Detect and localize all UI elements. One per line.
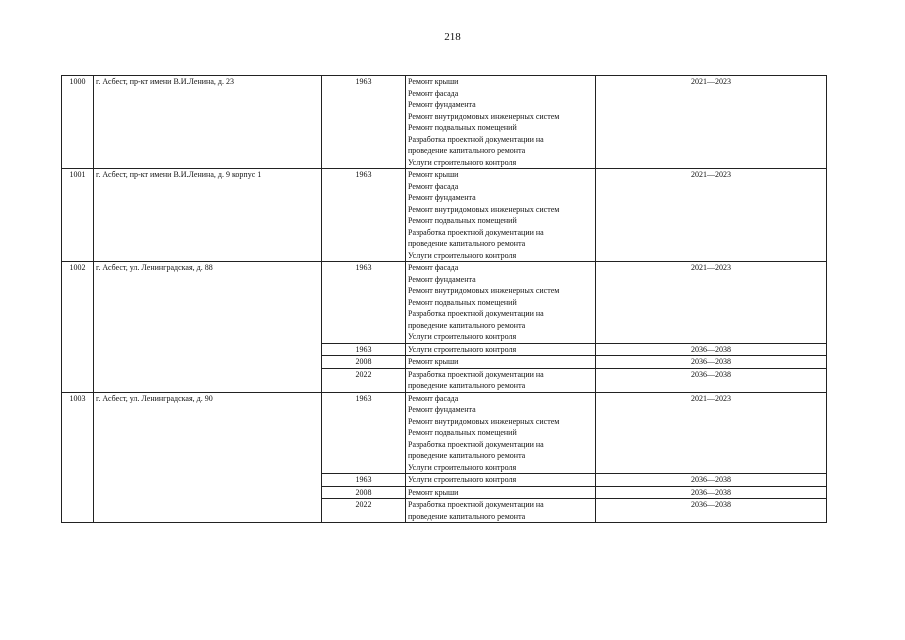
record-number-cell: 1002 bbox=[62, 262, 94, 393]
work-type-item: Ремонт фундамента bbox=[408, 405, 476, 414]
period-cell: 2021—2023 bbox=[596, 76, 827, 169]
work-type-item: Ремонт фундамента bbox=[408, 100, 476, 109]
work-types-cell bbox=[406, 499, 596, 523]
record-number-cell: 1003 bbox=[62, 392, 94, 523]
work-type-item: Ремонт фасада bbox=[408, 393, 459, 403]
work-type-item: Разработка проектной документации на bbox=[408, 500, 544, 509]
year-cell: 1963 bbox=[322, 262, 406, 344]
period-cell: 2021—2023 bbox=[596, 262, 827, 344]
table-row bbox=[62, 76, 827, 169]
work-type-item: проведение капитального ремонта bbox=[408, 320, 526, 330]
period-cell: 2036—2038 bbox=[596, 368, 827, 392]
work-type-item: Ремонт внутридомовых инженерных систем bbox=[408, 111, 560, 121]
address-cell: г. Асбест, ул. Ленинградская, д. 90 bbox=[94, 392, 322, 523]
work-type-item: Разработка проектной документации на bbox=[408, 439, 544, 449]
work-type-item: Разработка проектной документации на bbox=[408, 134, 544, 144]
repair-schedule-table bbox=[61, 75, 827, 523]
period-cell: 2036—2038 bbox=[596, 486, 827, 499]
year-cell: 2008 bbox=[322, 486, 406, 499]
work-types-cell bbox=[406, 262, 596, 344]
period-cell: 2036—2038 bbox=[596, 474, 827, 487]
work-type-item: Ремонт крыши bbox=[408, 77, 459, 86]
address-cell: г. Асбест, ул. Ленинградская, д. 88 bbox=[94, 262, 322, 393]
record-number-cell: 1000 bbox=[62, 76, 94, 169]
work-type-item: Услуги строительного контроля bbox=[408, 332, 517, 341]
work-type-item: Услуги строительного контроля bbox=[408, 344, 517, 354]
work-type-item: Разработка проектной документации на bbox=[408, 369, 544, 379]
work-types-cell bbox=[406, 486, 596, 499]
work-type-item: Услуги строительного контроля bbox=[408, 475, 517, 484]
year-cell: 2008 bbox=[322, 356, 406, 369]
work-type-item: Ремонт крыши bbox=[408, 487, 459, 497]
work-type-item: Ремонт подвальных помещений bbox=[408, 123, 517, 132]
work-type-item: Ремонт фасада bbox=[408, 181, 459, 191]
table-row bbox=[62, 262, 827, 344]
page-number: 218 bbox=[444, 31, 461, 43]
year-cell: 1963 bbox=[322, 392, 406, 474]
work-type-item: Ремонт внутридомовых инженерных систем bbox=[408, 416, 560, 426]
work-types-cell bbox=[406, 343, 596, 356]
year-cell: 1963 bbox=[322, 76, 406, 169]
work-type-item: Ремонт фасада bbox=[408, 263, 459, 272]
work-type-item: Ремонт подвальных помещений bbox=[408, 428, 517, 437]
work-type-item: Ремонт подвальных помещений bbox=[408, 216, 517, 225]
work-type-item: проведение капитального ремонта bbox=[408, 146, 526, 155]
work-types-cell bbox=[406, 368, 596, 392]
work-types-cell bbox=[406, 392, 596, 474]
work-type-item: Ремонт внутридомовых инженерных систем bbox=[408, 286, 560, 295]
period-cell: 2036—2038 bbox=[596, 499, 827, 523]
work-type-item: проведение капитального ремонта bbox=[408, 511, 526, 521]
work-type-item: Ремонт крыши bbox=[408, 170, 459, 179]
work-type-item: Ремонт фасада bbox=[408, 88, 459, 98]
work-type-item: Разработка проектной документации на bbox=[408, 309, 544, 318]
work-type-item: Ремонт подвальных помещений bbox=[408, 297, 517, 307]
period-cell: 2036—2038 bbox=[596, 356, 827, 369]
period-cell: 2021—2023 bbox=[596, 392, 827, 474]
year-cell: 2022 bbox=[322, 499, 406, 523]
work-types-cell bbox=[406, 76, 596, 169]
work-type-item: проведение капитального ремонта bbox=[408, 381, 526, 390]
address-cell: г. Асбест, пр-кт имени В.И.Ленина, д. 23 bbox=[94, 76, 322, 169]
table-row bbox=[62, 392, 827, 474]
record-number-cell: 1001 bbox=[62, 169, 94, 262]
work-type-item: проведение капитального ремонта bbox=[408, 239, 526, 248]
year-cell: 2022 bbox=[322, 368, 406, 392]
work-type-item: проведение капитального ремонта bbox=[408, 451, 526, 460]
year-cell: 1963 bbox=[322, 474, 406, 487]
address-cell: г. Асбест, пр-кт имени В.И.Ленина, д. 9 корпус 1 bbox=[94, 169, 322, 262]
work-type-item: Услуги строительного контроля bbox=[408, 462, 517, 472]
work-type-item: Ремонт крыши bbox=[408, 357, 459, 366]
table-row bbox=[62, 169, 827, 262]
work-type-item: Ремонт внутридомовых инженерных систем bbox=[408, 204, 560, 214]
table-body bbox=[62, 76, 827, 523]
work-type-item: Разработка проектной документации на bbox=[408, 227, 544, 237]
work-type-item: Ремонт фундамента bbox=[408, 193, 476, 202]
work-type-item: Услуги строительного контроля bbox=[408, 157, 517, 167]
work-types-cell bbox=[406, 356, 596, 369]
period-cell: 2021—2023 bbox=[596, 169, 827, 262]
work-types-cell bbox=[406, 474, 596, 487]
year-cell: 1963 bbox=[322, 343, 406, 356]
work-types-cell bbox=[406, 169, 596, 262]
work-type-item: Услуги строительного контроля bbox=[408, 250, 517, 260]
year-cell: 1963 bbox=[322, 169, 406, 262]
period-cell: 2036—2038 bbox=[596, 343, 827, 356]
work-type-item: Ремонт фундамента bbox=[408, 274, 476, 284]
